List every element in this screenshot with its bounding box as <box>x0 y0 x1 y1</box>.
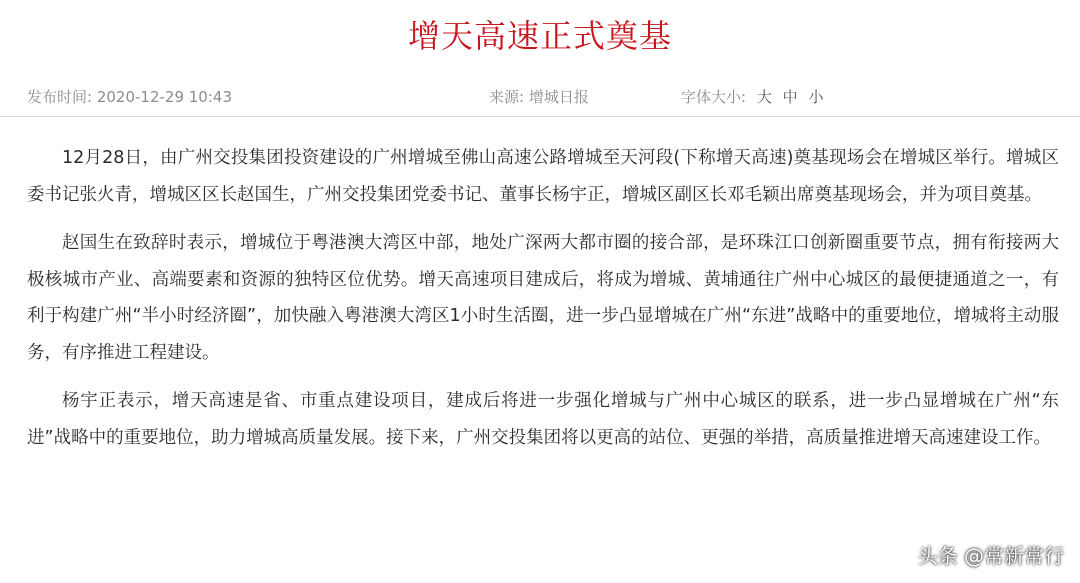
font-size-small-button[interactable]: 小 <box>808 88 824 106</box>
article-paragraph-2: 赵国生在致辞时表示，增城位于粤港澳大湾区中部，地处广深两大都市圈的接合部，是环珠江口创新圈重要节点，拥有衔接两大极核城市产业、高端要素和资源的独特区位优势。增天高速项目建成后，将成为增城、黄埔通往广州中心城区的最便捷通道之一，有利于构建广州“半小时经济圈”，加快融入粤港澳大湾区1小时生活圈，进一步凸显增城在广州“东进”战略中的重要地位，增城将主动服务，有序推进工程建设。 <box>27 233 1059 363</box>
font-size-large-button[interactable]: 大 <box>756 88 772 106</box>
article-paragraph-1: 12月28日，由广州交投集团投资建设的广州增城至佛山高速公路增城至天河段(下称增天高速)奠基现场会在增城区举行。增城区委书记张火青，增城区区长赵国生，广州交投集团党委书记、董事长杨宇正，增城区副区长邓毛颖出席奠基现场会，并为项目奠基。 <box>27 148 1059 205</box>
article-source: 来源: 增城日报 <box>489 88 589 106</box>
article-meta-bar <box>0 76 1080 117</box>
font-size-control <box>681 86 823 107</box>
font-size-medium-button[interactable]: 中 <box>782 88 798 106</box>
watermark: 头条 @常新常行 <box>917 544 1064 568</box>
article-paragraph-3: 杨宇正表示，增天高速是省、市重点建设项目，建成后将进一步强化增城与广州中心城区的联系，进一步凸显增城在广州“东进”战略中的重要地位，助力增城高质量发展。接下来，广州交投集团将以更高的站位、更强的举措，高质量推进增天高速建设工作。 <box>27 391 1059 448</box>
article-title: 增天高速正式奠基 <box>407 17 672 55</box>
publish-time: 发布时间: 2020-12-29 10:43 <box>27 88 232 106</box>
article-body <box>27 140 1059 468</box>
font-size-label: 字体大小: <box>681 88 747 106</box>
